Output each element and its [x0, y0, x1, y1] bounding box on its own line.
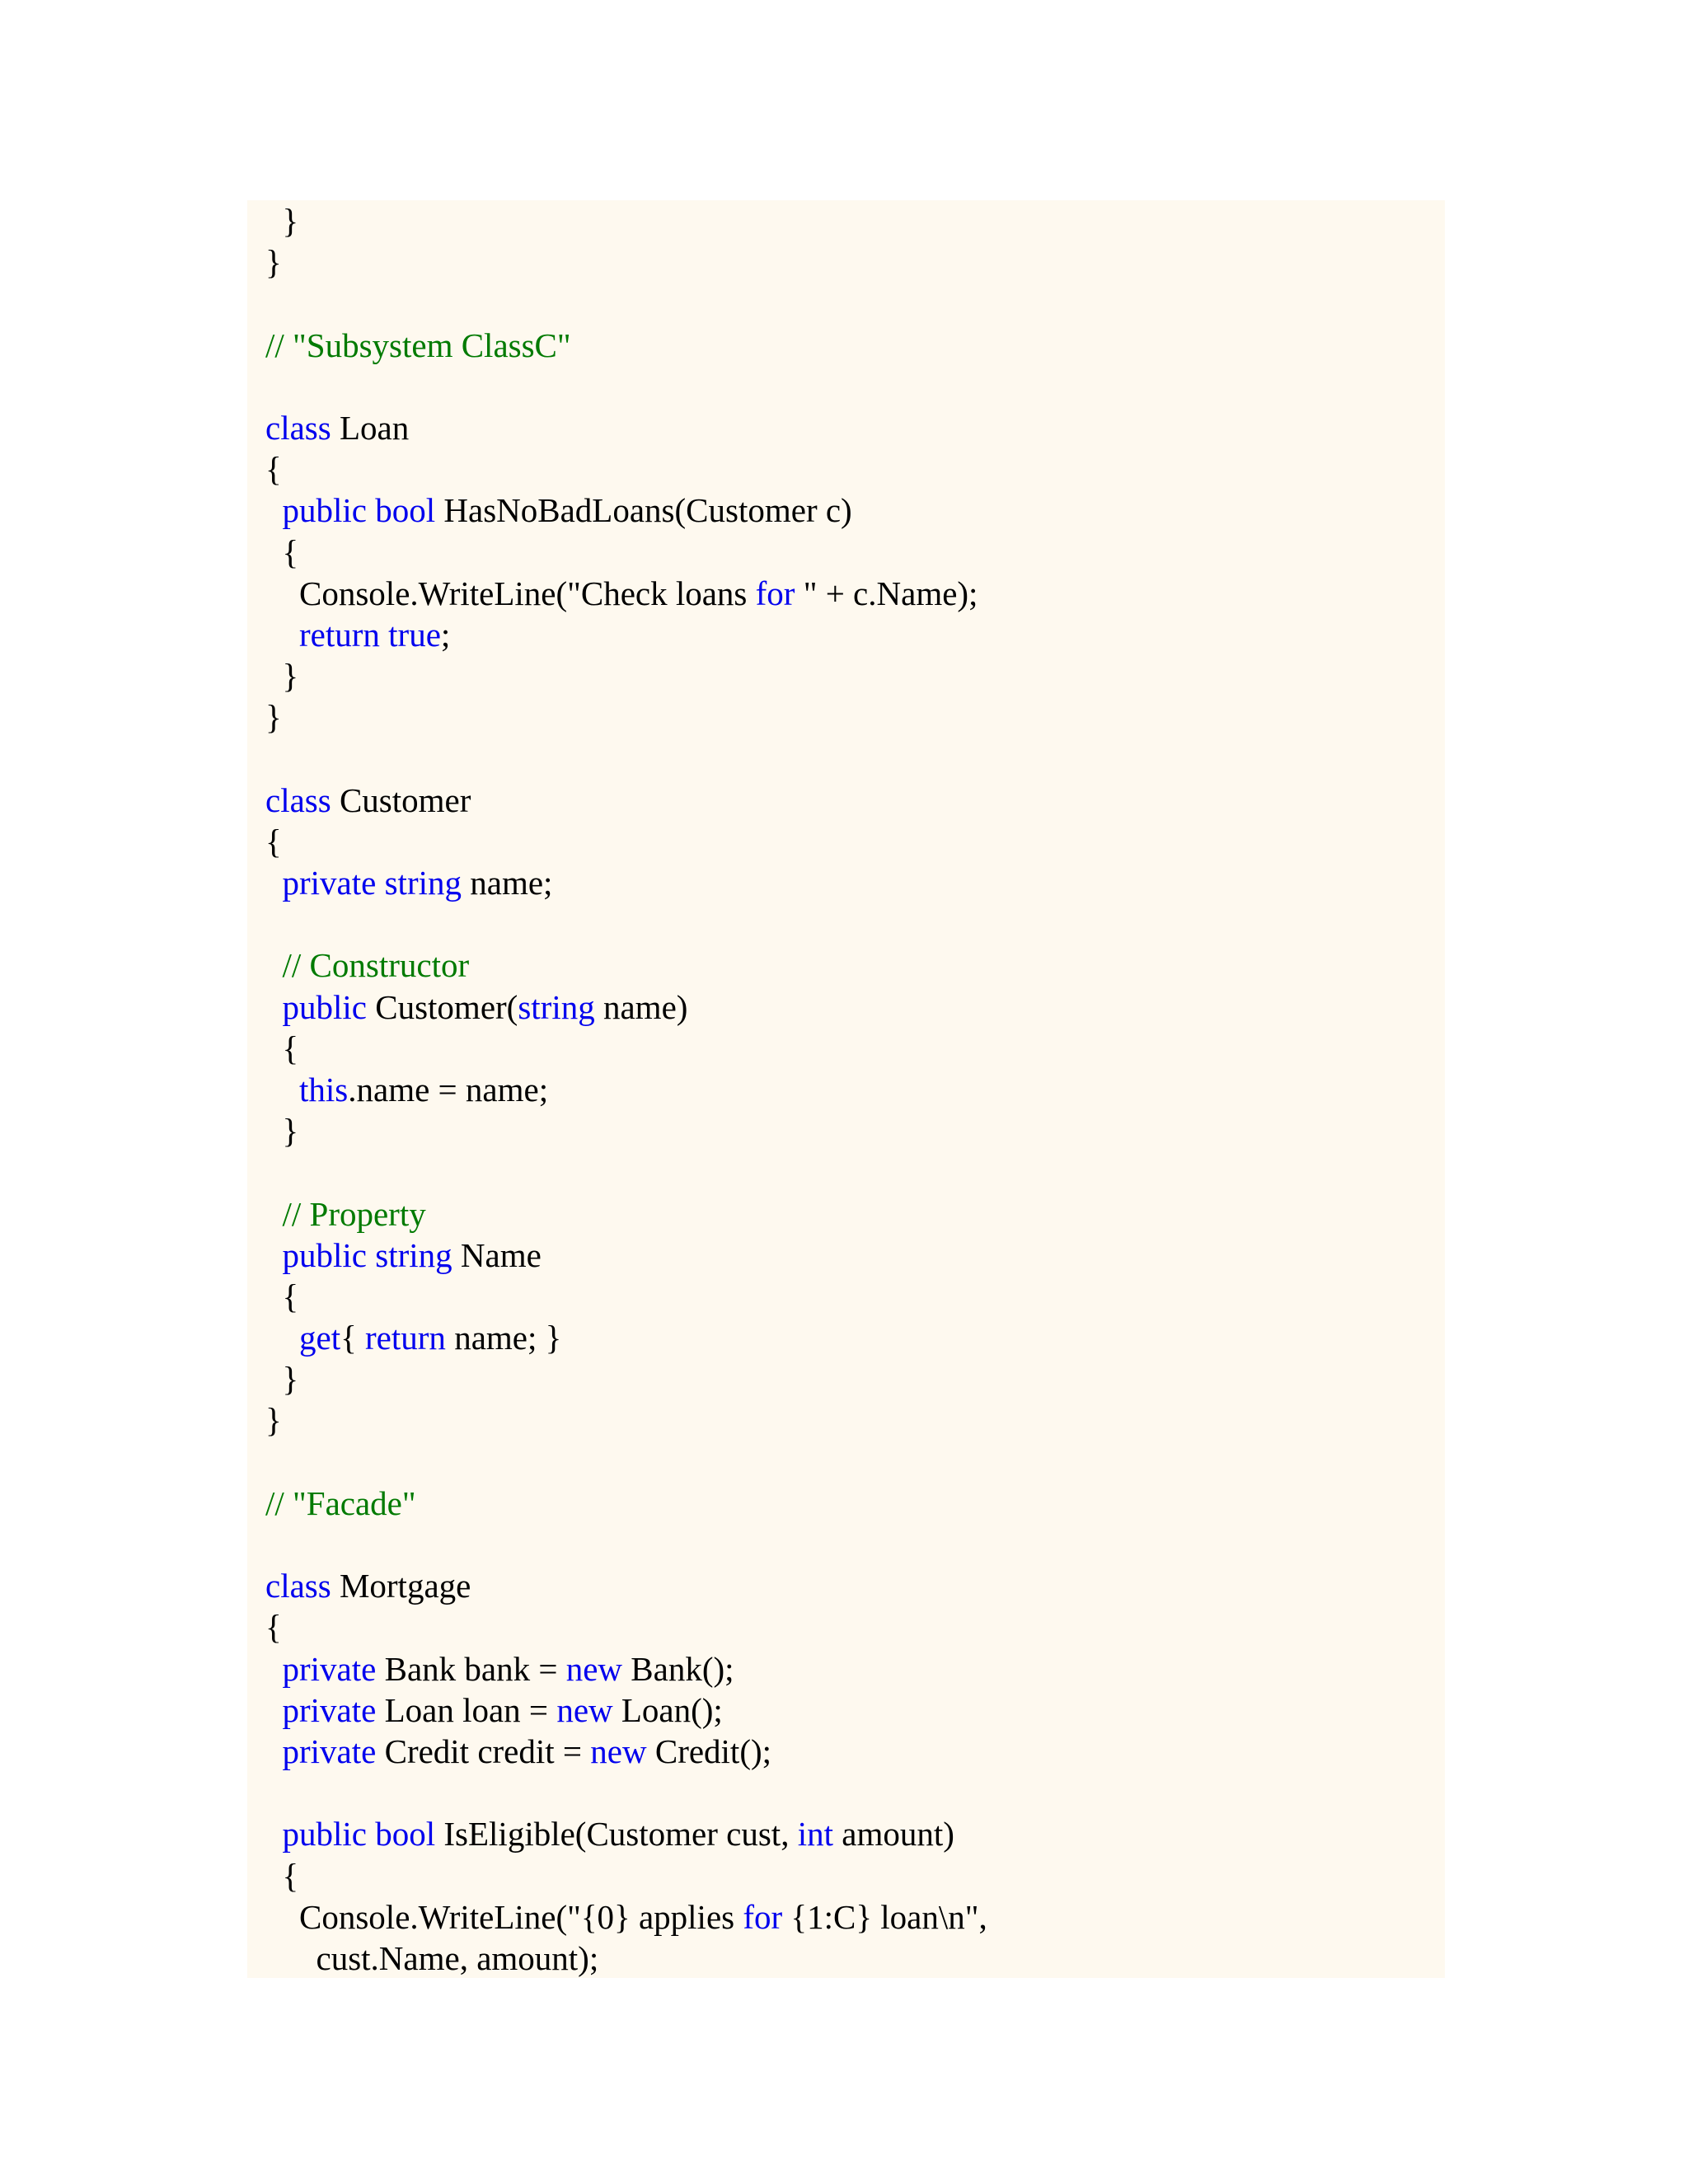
code-text: }: [265, 202, 299, 240]
code-keyword: new: [565, 1649, 623, 1688]
code-keyword: string: [375, 1235, 452, 1274]
code-comment: // "Facade": [265, 1483, 416, 1522]
code-line: [265, 738, 1445, 779]
code-line: [265, 1235, 1445, 1276]
code-line: [265, 1317, 1445, 1358]
code-keyword: string: [518, 987, 595, 1026]
code-line: [265, 407, 1445, 448]
code-keyword: true: [388, 615, 441, 654]
code-text: [265, 616, 299, 654]
code-text: [265, 1195, 283, 1233]
code-keyword: bool: [375, 1815, 436, 1854]
code-keyword: int: [797, 1815, 833, 1854]
code-line: [265, 1193, 1445, 1235]
code-text: Customer: [331, 780, 471, 819]
code-keyword: private: [282, 864, 377, 902]
code-keyword: class: [265, 1567, 331, 1605]
code-text: {: [265, 532, 299, 571]
code-text: Credit credit =: [376, 1732, 591, 1770]
code-keyword: public: [282, 491, 367, 530]
code-comment: // Constructor: [282, 946, 470, 985]
code-text: [265, 864, 283, 902]
code-text: name;: [462, 864, 553, 902]
code-text: {: [265, 1856, 299, 1895]
code-text: HasNoBadLoans(Customer c): [435, 491, 852, 530]
code-line: [265, 448, 1445, 490]
code-text: Credit();: [646, 1732, 772, 1770]
code-text: [376, 864, 384, 902]
code-text: [265, 1732, 283, 1770]
code-text: [380, 616, 388, 654]
code-line: [265, 821, 1445, 862]
code-text: [367, 1236, 375, 1274]
code-line: [265, 1151, 1445, 1193]
code-text: [265, 988, 283, 1026]
code-text: name): [594, 987, 688, 1026]
code-keyword: this: [299, 1070, 349, 1108]
code-keyword: bool: [375, 491, 436, 530]
code-text: Mortgage: [331, 1567, 471, 1605]
code-line: [265, 366, 1445, 407]
code-line: [265, 987, 1445, 1028]
code-text: IsEligible(Customer cust,: [435, 1815, 798, 1854]
code-line: [265, 200, 1445, 241]
code-keyword: public: [282, 1815, 367, 1854]
code-line: [265, 1276, 1445, 1317]
code-keyword: private: [282, 1649, 377, 1688]
code-line: [265, 1399, 1445, 1441]
code-line: [265, 1896, 1445, 1938]
code-text: Loan loan =: [376, 1690, 557, 1729]
code-text: }: [265, 1112, 299, 1151]
code-keyword: for: [755, 574, 795, 612]
code-keyword: public: [282, 1235, 367, 1274]
code-line: [265, 696, 1445, 738]
code-text: {1:C} loan\n",: [782, 1897, 987, 1936]
code-keyword: new: [556, 1690, 613, 1729]
code-line: [265, 903, 1445, 944]
code-text: Console.WriteLine("Check loans: [265, 574, 756, 612]
code-text: }: [265, 243, 282, 282]
code-comment: // "Subsystem ClassC": [265, 326, 571, 364]
code-line: [265, 1855, 1445, 1896]
code-text: {: [265, 1029, 299, 1067]
code-text: Bank();: [622, 1649, 734, 1688]
code-text: [265, 1236, 283, 1274]
code-keyword: class: [265, 408, 331, 447]
code-text: Loan();: [612, 1690, 723, 1729]
code-line: [265, 573, 1445, 614]
code-line: [265, 1648, 1445, 1690]
code-keyword: return: [299, 615, 380, 654]
code-line: [265, 1938, 1445, 1978]
code-line: [265, 1565, 1445, 1606]
code-line: [265, 1606, 1445, 1647]
code-keyword: new: [590, 1732, 647, 1770]
code-text: Console.WriteLine("{0} applies: [265, 1897, 743, 1936]
code-text: name; }: [445, 1319, 562, 1357]
code-text: [265, 1319, 299, 1357]
code-line: [265, 490, 1445, 531]
code-line: [265, 1028, 1445, 1069]
code-text: {: [340, 1319, 366, 1357]
code-text: [265, 1691, 283, 1729]
code-keyword: class: [265, 780, 331, 819]
code-line: [265, 241, 1445, 283]
code-text: {: [265, 822, 282, 860]
code-keyword: public: [282, 987, 367, 1026]
code-text: {: [265, 1608, 282, 1647]
code-text: [265, 1650, 283, 1688]
code-text: .name = name;: [348, 1070, 549, 1108]
code-text: {: [265, 1277, 299, 1315]
code-line: [265, 1690, 1445, 1731]
code-text: Bank bank =: [376, 1649, 566, 1688]
code-text: }: [265, 657, 299, 696]
code-comment: // Property: [282, 1194, 426, 1233]
code-text: Name: [452, 1235, 542, 1274]
code-keyword: get: [299, 1319, 341, 1357]
code-text: amount): [833, 1815, 954, 1854]
code-text: [367, 1815, 375, 1853]
code-text: cust.Name, amount);: [265, 1938, 599, 1977]
code-text: [367, 491, 375, 529]
code-text: [265, 1815, 283, 1853]
code-line: [265, 1731, 1445, 1772]
code-line: [265, 1069, 1445, 1110]
code-line: [265, 283, 1445, 324]
code-text: " + c.Name);: [795, 574, 978, 612]
code-keyword: for: [743, 1897, 783, 1936]
code-text: }: [265, 1360, 299, 1399]
code-line: [265, 1358, 1445, 1399]
code-line: [265, 1524, 1445, 1565]
code-keyword: private: [282, 1690, 377, 1729]
code-line: [265, 944, 1445, 986]
code-line: [265, 1441, 1445, 1483]
code-keyword: private: [282, 1732, 377, 1770]
code-listing: [247, 200, 1445, 1978]
code-line: [265, 862, 1445, 903]
code-line: [265, 325, 1445, 366]
code-text: [265, 491, 283, 529]
code-line: [265, 1483, 1445, 1524]
code-text: }: [265, 698, 282, 737]
code-line: [265, 614, 1445, 655]
code-text: [265, 1071, 299, 1108]
code-text: }: [265, 1401, 282, 1440]
code-line: [265, 1772, 1445, 1813]
code-keyword: return: [365, 1319, 446, 1357]
code-text: ;: [440, 615, 451, 654]
code-text: [265, 946, 283, 984]
code-line: [265, 780, 1445, 821]
code-text: {: [265, 450, 282, 489]
code-line: [265, 655, 1445, 696]
code-line: [265, 1813, 1445, 1854]
code-line: [265, 532, 1445, 573]
code-text: Loan: [331, 408, 410, 447]
code-line: [265, 1110, 1445, 1151]
code-text: Customer(: [366, 987, 518, 1026]
code-keyword: string: [384, 864, 462, 902]
